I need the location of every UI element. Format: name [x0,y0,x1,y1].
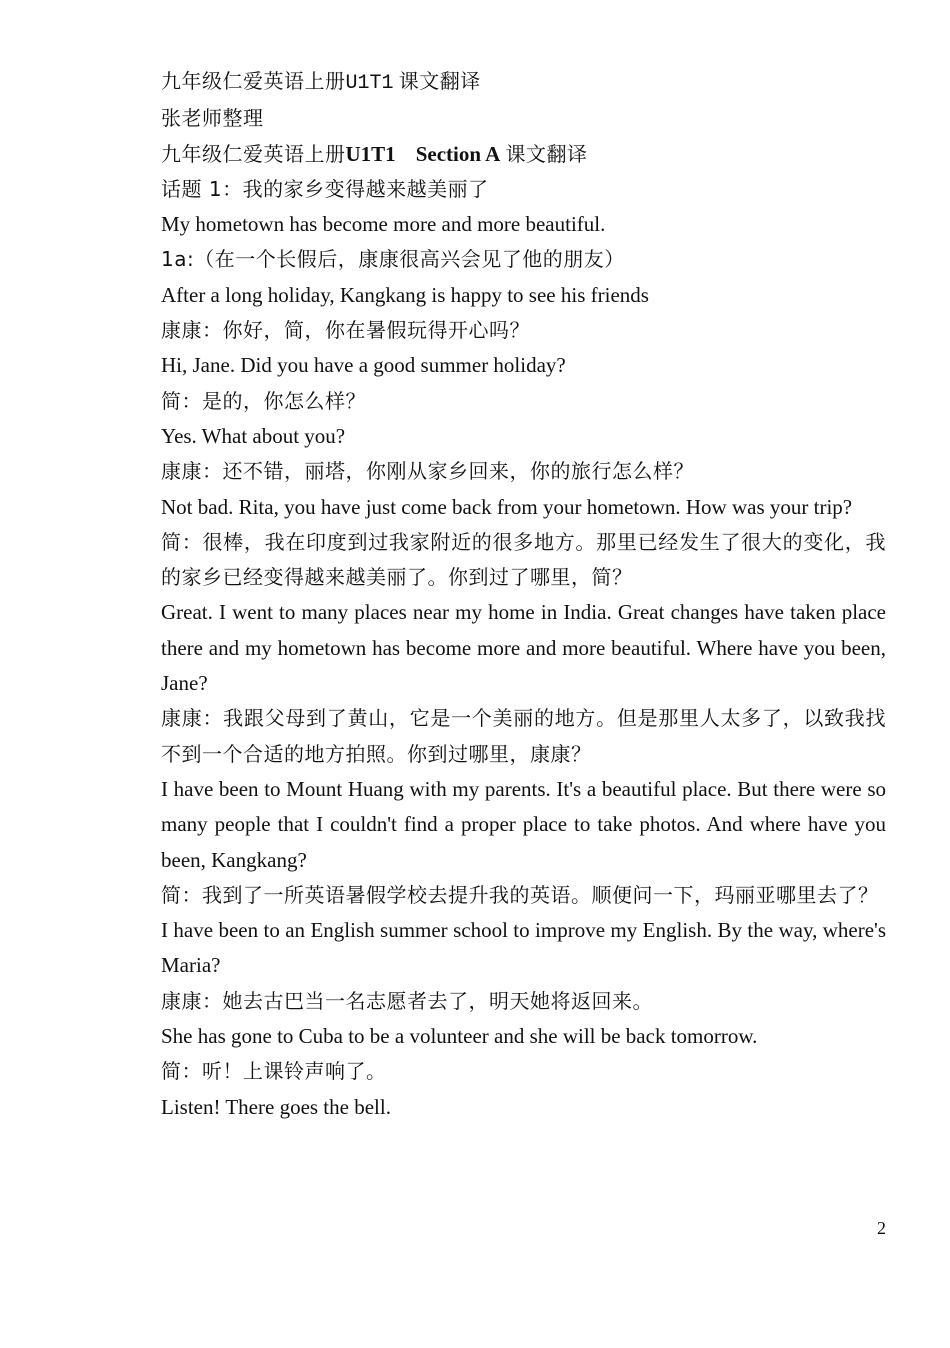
topic-zh: 话题 1：我的家乡变得越来越美丽了 [161,176,489,201]
header-line [161,64,886,101]
title-section: Section A [415,141,501,166]
dialogue-zh-8: 简：听！上课铃声响了。 [161,1059,387,1084]
dialogue-en-3: Not bad. Rita, you have just come back from your hometown. How was your trip? [161,494,853,519]
dialogue-zh-3: 康康：还不错，丽塔，你刚从家乡回来，你的旅行怎么样？ [161,459,694,484]
title-zh-b: 课文翻译 [505,141,588,166]
header-zh-a: 九年级仁爱英语上册 [161,69,346,93]
document-body [161,64,886,1125]
dialogue-en-2: Yes. What about you? [161,423,346,448]
title-unit: U1T1 [345,141,396,166]
dialogue-en-8: Listen! There goes the bell. [161,1094,391,1119]
dialogue-zh-1: 康康：你好，简，你在暑假玩得开心吗？ [161,318,530,343]
scene-zh: 1a:（在一个长假后，康康很高兴会见了他的朋友） [161,247,625,272]
dialogue-zh-6: 简：我到了一所英语暑假学校去提升我的英语。顺便问一下，玛丽亚哪里去了？ [161,882,879,907]
header-zh-b: 课文翻译 [398,69,481,93]
dialogue-en-6: I have been to an English summer school to improve my English. By the way, where's Maria? [161,918,886,978]
dialogue-en-1: Hi, Jane. Did you have a good summer holiday? [161,353,566,378]
dialogue-zh-7: 康康：她去古巴当一名志愿者去了，明天她将返回来。 [161,988,653,1013]
dialogue-en-5: I have been to Mount Huang with my parents. It's a beautiful place. But there were so many people that I couldn't find a proper place to take photos. And where have you been, Kangkang? [161,776,886,872]
scene-en: After a long holiday, Kangkang is happy to see his friends [161,282,649,307]
topic-en: My hometown has become more and more beautiful. [161,212,606,237]
dialogue-zh-4: 简：很棒，我在印度到过我家附近的很多地方。那里已经发生了很大的变化，我的家乡已经变得越来越美丽了。你到过了哪里，简？ [161,529,886,590]
title-zh-a: 九年级仁爱英语上册 [161,141,346,166]
dialogue-zh-2: 简：是的，你怎么样？ [161,388,366,413]
dialogue-en-7: She has gone to Cuba to be a volunteer and she will be back tomorrow. [161,1024,758,1049]
title-line [161,137,886,172]
dialogue-zh-5: 康康：我跟父母到了黄山，它是一个美丽的地方。但是那里人太多了，以致我找不到一个合适的地方拍照。你到过哪里，康康？ [161,706,886,766]
author-line: 张老师整理 [161,106,264,131]
dialogue-en-4: Great. I went to many places near my home in India. Great changes have taken place there and my hometown has become more and more beautiful. Where have you been, Jane? [161,600,886,696]
page-number: 2 [877,1218,886,1238]
header-code: U1T1 [345,72,394,95]
